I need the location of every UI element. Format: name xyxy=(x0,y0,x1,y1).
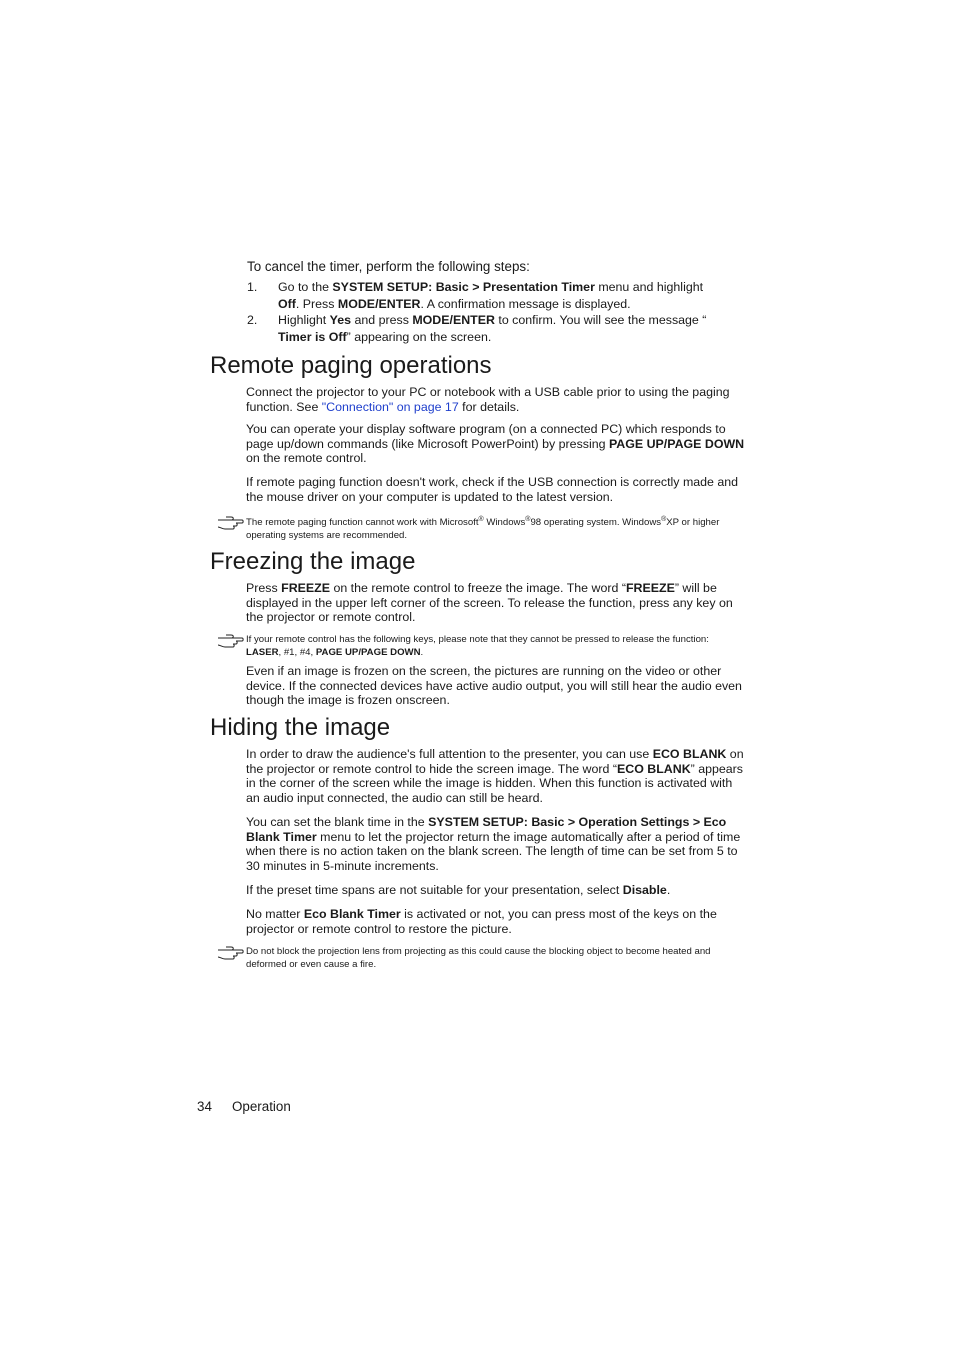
step-text: Highlight Yes and press MODE/ENTER to confirm. You will see the message “ Timer is Off” appearing on the screen. xyxy=(278,313,707,344)
step-text: Go to the SYSTEM SETUP: Basic > Presentation Timer menu and highlight Off. Press MODE/ENTER. A confirmation message is displayed. xyxy=(278,280,704,311)
hide-paragraph-1: In order to draw the audience's full attention to the presenter, you can use ECO BLANK on the projector or remote control to hide the screen image. The word “ECO BLANK” appears in the corner of the screen while the image is hidden. When this function is activated with an audio input connected, the audio can still be heard. xyxy=(246,747,744,805)
hide-note: Do not block the projection lens from projecting as this could cause the blocking object to become heated and deformed or even cause a fire. xyxy=(246,946,711,970)
freeze-note: If your remote control has the following keys, please note that they cannot be pressed to release the function: LASER, #1, #4, PAGE UP/PAGE DOWN. xyxy=(246,634,709,658)
remote-paragraph-3: If remote paging function doesn't work, check if the USB connection is correctly made and the mouse driver on your computer is updated to the latest version. xyxy=(246,475,739,504)
hide-paragraph-2: You can set the blank time in the SYSTEM SETUP: Basic > Operation Settings > Eco Blank Timer menu to let the projector return the image automatically after a period of time when there is no action taken on the blank screen. The length of time can be set from 5 to 30 minutes in 5-minute increments. xyxy=(246,815,741,873)
step-number: 2. xyxy=(247,313,258,327)
section-name: Operation xyxy=(232,1099,291,1114)
remote-paging-heading: Remote paging operations xyxy=(210,352,492,379)
freezing-heading: Freezing the image xyxy=(210,548,416,575)
remote-note: The remote paging function cannot work with Microsoft® Windows®98 operating system. Windows®XP or higher operating systems are recommended. xyxy=(246,515,720,541)
freeze-paragraph-1: Press FREEZE on the remote control to freeze the image. The word “FREEZE” will be displayed in the upper left corner of the screen. To release the function, press any key on the projector or remote control. xyxy=(246,581,733,625)
remote-paragraph-2: You can operate your display software program (on a connected PC) which responds to page up/down commands (like Microsoft PowerPoint) by pressing PAGE UP/PAGE DOWN on the remote control. xyxy=(246,422,745,466)
freeze-paragraph-2: Even if an image is frozen on the screen, the pictures are running on the video or other device. If the connected devices have active audio output, you will still hear the audio even though the image is frozen onscreen. xyxy=(246,664,742,708)
remote-paragraph-1: Connect the projector to your PC or notebook with a USB cable prior to using the paging function. See "Connection" on page 17 for details. xyxy=(246,385,730,414)
note-hand-icon xyxy=(217,634,244,648)
note-hand-icon xyxy=(217,516,244,530)
note-hand-icon xyxy=(217,946,244,960)
intro-text: To cancel the timer, perform the following steps: xyxy=(247,259,530,274)
step-number: 1. xyxy=(247,280,258,294)
connection-link[interactable]: "Connection" on page 17 xyxy=(321,399,459,414)
hide-paragraph-3: If the preset time spans are not suitable for your presentation, select Disable. xyxy=(246,883,671,897)
hide-paragraph-4: No matter Eco Blank Timer is activated or not, you can press most of the keys on the projector or remote control to restore the picture. xyxy=(246,907,717,936)
hiding-heading: Hiding the image xyxy=(210,714,391,741)
page-number: 34 xyxy=(197,1099,212,1114)
